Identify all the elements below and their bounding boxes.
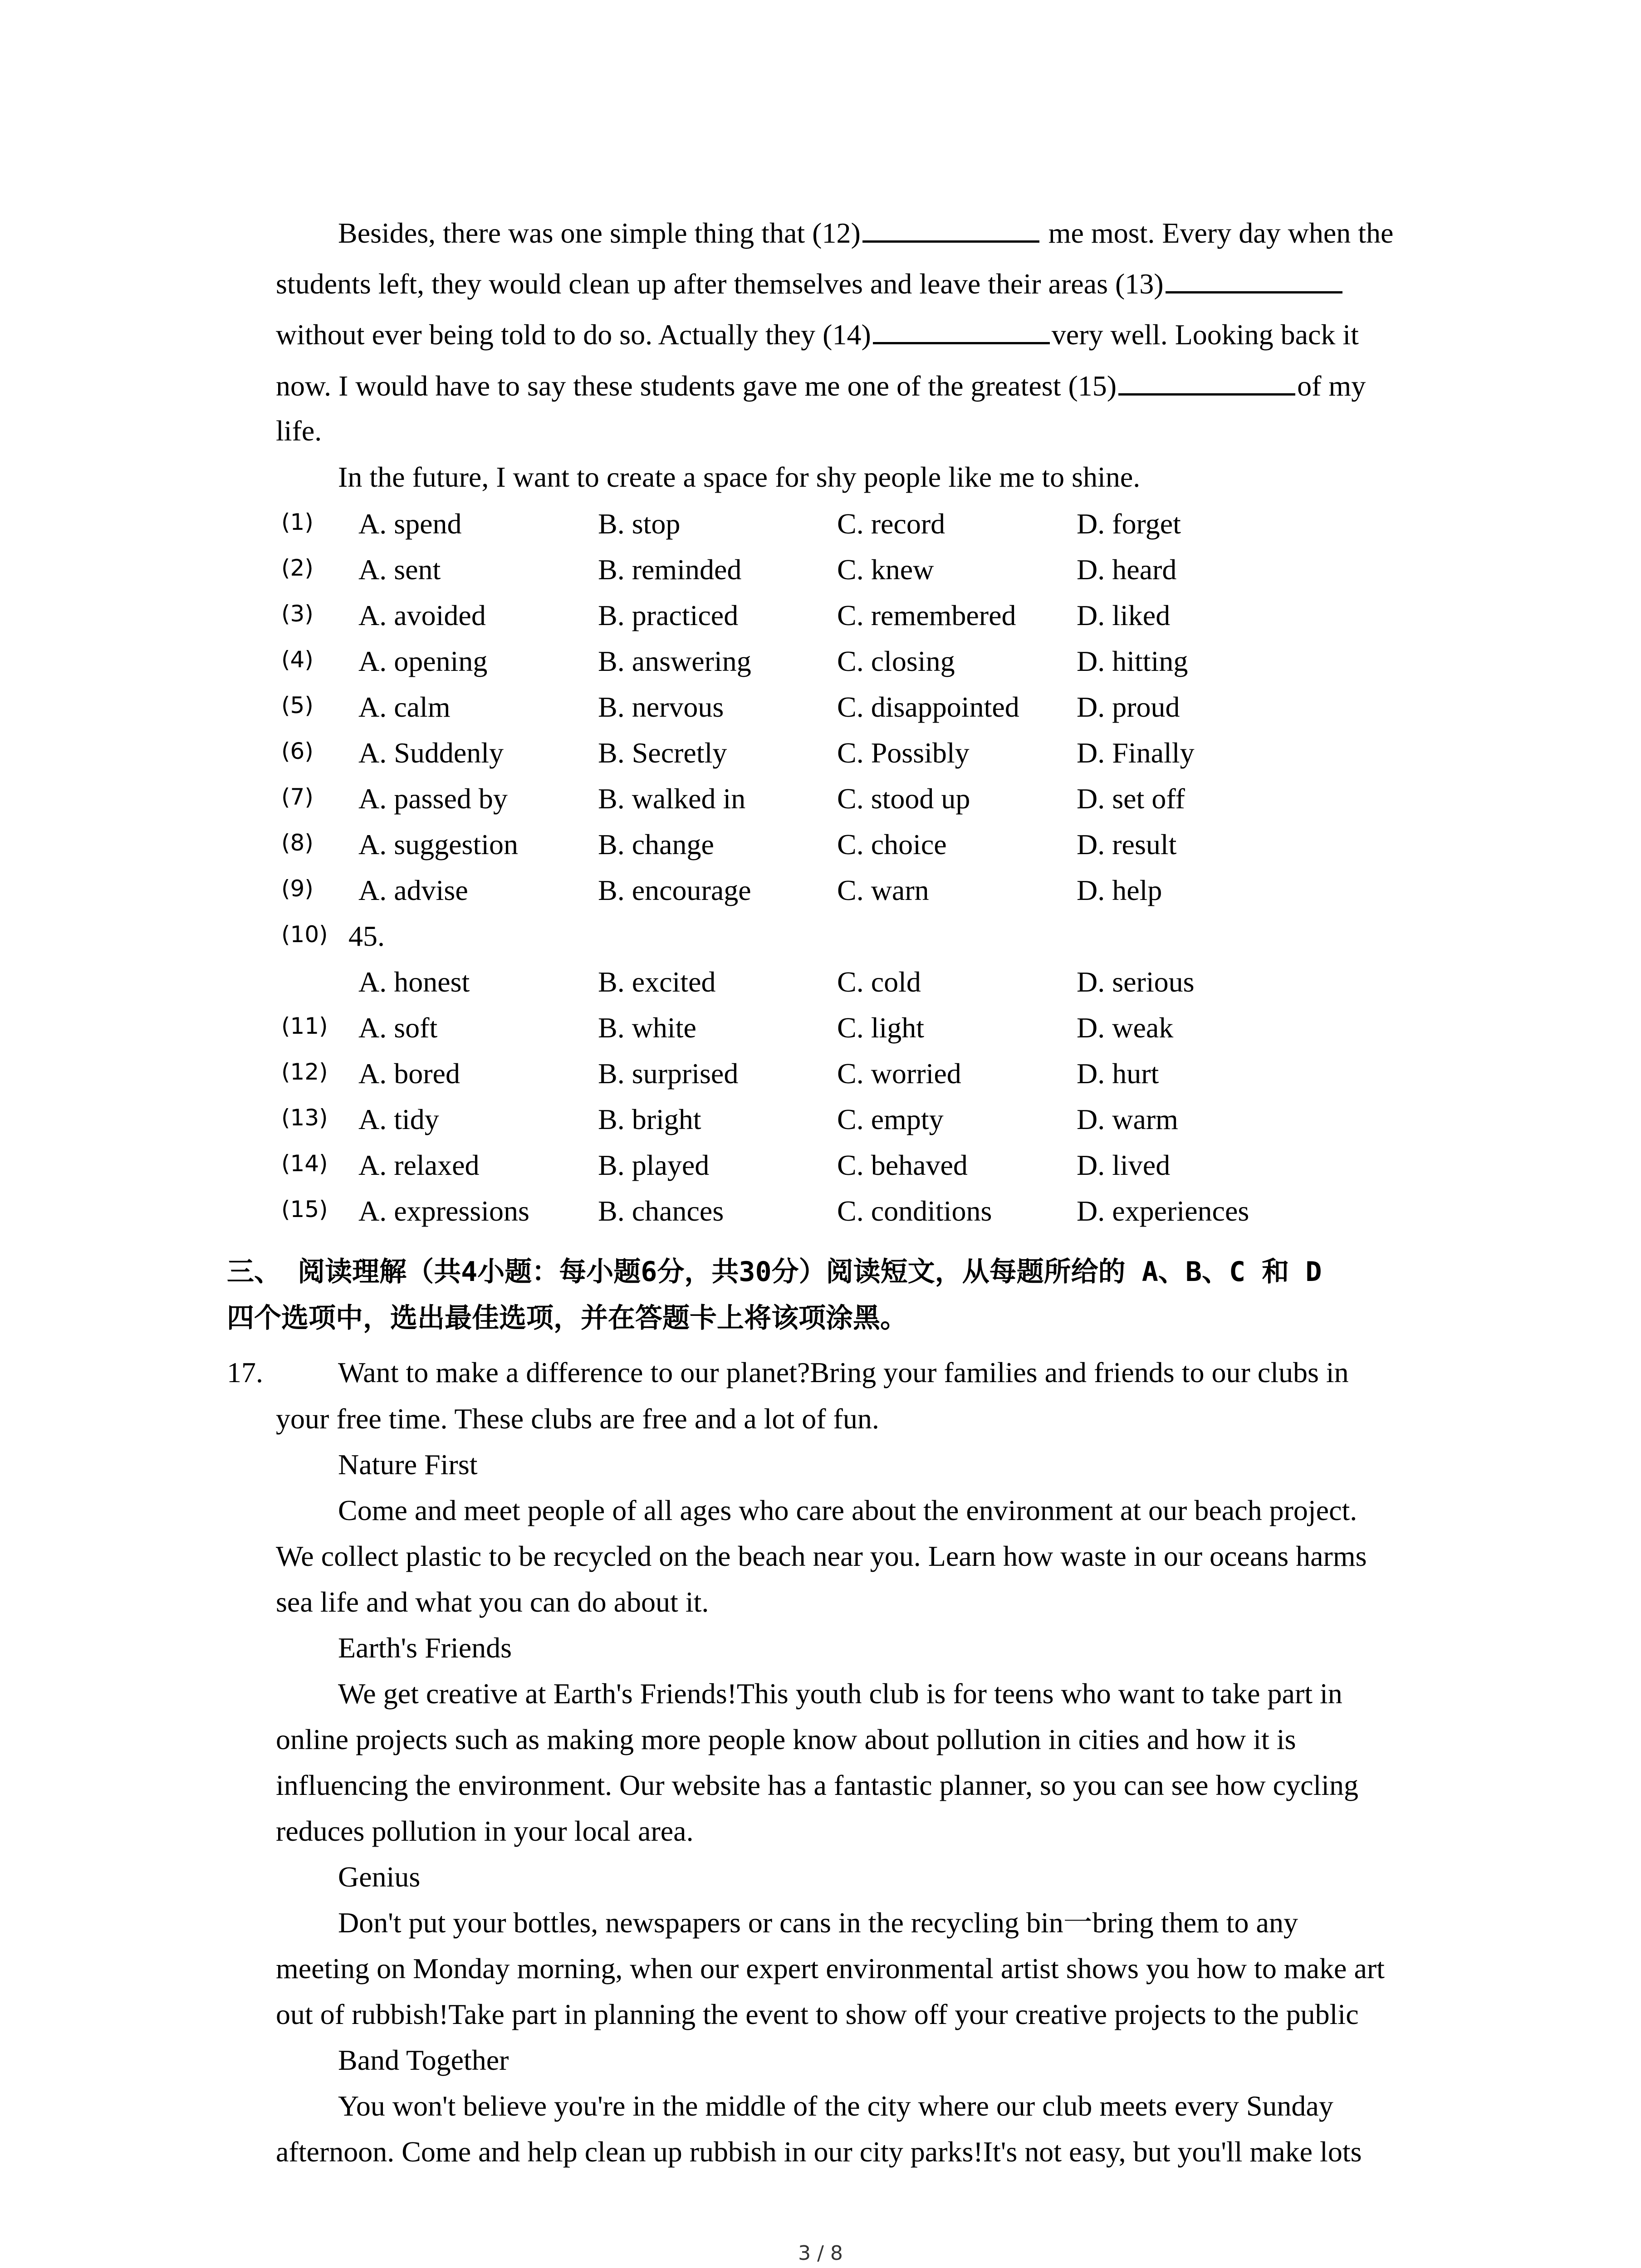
club4-line-1: You won't believe you're in the middle of the city where our club meets every Sunday xyxy=(338,2090,1333,2122)
option-b: B. walked in xyxy=(598,782,746,815)
club2-line-1: We get creative at Earth's Friends!This youth club is for teens who want to take part in xyxy=(338,1677,1342,1710)
question-number: (4) xyxy=(281,646,314,673)
passage-text: me most. Every day when the xyxy=(1041,217,1394,249)
option-c: C. closing xyxy=(837,645,955,677)
blank-14 xyxy=(873,318,1050,344)
option-a: A. advise xyxy=(358,874,468,906)
question-17-number: 17. xyxy=(227,1356,263,1388)
question-number: (10) xyxy=(281,921,328,948)
passage-line-4 xyxy=(276,370,1366,401)
q17-intro-line-2: your free time. These clubs are free and a lot of fun. xyxy=(276,1403,879,1435)
option-d: D. warm xyxy=(1077,1103,1178,1135)
question-number: (13) xyxy=(281,1105,328,1131)
option-c: C. remembered xyxy=(837,599,1016,631)
passage-line-5: life. xyxy=(276,415,322,447)
question-number: (2) xyxy=(281,555,314,581)
option-a: A. Suddenly xyxy=(358,737,504,769)
option-b: B. reminded xyxy=(598,553,742,586)
option-d: D. liked xyxy=(1077,599,1171,631)
club3-line-3: out of rubbish!Take part in planning the event to show off your creative projects to the public xyxy=(276,1998,1359,2030)
question-number: (9) xyxy=(281,875,314,902)
page-number: 3 / 8 xyxy=(798,2242,843,2265)
passage-text: now. I would have to say these students gave me one of the greatest (15) xyxy=(276,370,1117,402)
option-a: A. soft xyxy=(358,1012,438,1044)
passage-text: without ever being told to do so. Actually they (14) xyxy=(276,318,871,351)
option-d: D. hitting xyxy=(1077,645,1188,677)
option-a: A. suggestion xyxy=(358,828,518,860)
option-d: D. weak xyxy=(1077,1012,1174,1044)
option-b: B. bright xyxy=(598,1103,701,1135)
question-number: (8) xyxy=(281,830,314,856)
option-c: C. record xyxy=(837,508,945,540)
option-c: C. choice xyxy=(837,828,947,860)
question-number: (1) xyxy=(281,509,314,535)
option-a: A. avoided xyxy=(358,599,486,631)
option-a: A. relaxed xyxy=(358,1149,480,1181)
club2-line-4: reduces pollution in your local area. xyxy=(276,1815,694,1847)
option-d: D. hurt xyxy=(1077,1057,1159,1090)
option-b: B. nervous xyxy=(598,691,724,723)
club4-line-2: afternoon. Come and help clean up rubbish in our city parks!It's not easy, but you'll make lots xyxy=(276,2136,1362,2168)
club-title-genius: Genius xyxy=(338,1861,421,1893)
option-b: B. excited xyxy=(598,966,716,998)
question-number: (14) xyxy=(281,1150,328,1177)
club2-line-3: influencing the environment. Our website has a fantastic planner, so you can see how cycling xyxy=(276,1769,1359,1801)
question-number: (15) xyxy=(281,1196,328,1222)
option-b: B. surprised xyxy=(598,1057,739,1090)
option-b: B. stop xyxy=(598,508,681,540)
option-c: C. conditions xyxy=(837,1195,992,1227)
section-heading-line-1: 三、 阅读理解（共4小题：每小题6分，共30分）阅读短文，从每题所给的 A、B、C 和 D xyxy=(227,1256,1322,1288)
passage-text: very well. Looking back it xyxy=(1051,318,1359,351)
club3-line-2: meeting on Monday morning, when our expert environmental artist shows you how to make art xyxy=(276,1952,1385,1984)
q17-intro-line-1: Want to make a difference to our planet?Bring your families and friends to our clubs in xyxy=(338,1356,1349,1388)
question-number: (6) xyxy=(281,738,314,764)
option-c: C. Possibly xyxy=(837,737,970,769)
option-a: A. honest xyxy=(358,966,470,998)
question-number: (12) xyxy=(281,1059,328,1085)
club3-line-1: Don't put your bottles, newspapers or cans in the recycling bin一bring them to any xyxy=(338,1906,1298,1939)
passage-text: Besides, there was one simple thing that (12) xyxy=(338,217,861,249)
option-b: B. Secretly xyxy=(598,737,727,769)
option-b: B. encourage xyxy=(598,874,751,906)
option-a: A. opening xyxy=(358,645,488,677)
option-d: D. heard xyxy=(1077,553,1177,586)
option-a: A. spend xyxy=(358,508,462,540)
passage-line-6: In the future, I want to create a space for shy people like me to shine. xyxy=(338,461,1141,493)
passage-line-3 xyxy=(276,318,1359,349)
question-stem: 45. xyxy=(348,920,385,952)
option-b: B. answering xyxy=(598,645,751,677)
option-b: B. change xyxy=(598,828,714,860)
option-d: D. forget xyxy=(1077,508,1181,540)
option-a: A. expressions xyxy=(358,1195,529,1227)
option-b: B. played xyxy=(598,1149,710,1181)
question-number: (7) xyxy=(281,784,314,810)
club2-line-2: online projects such as making more people know about pollution in cities and how it is xyxy=(276,1723,1296,1755)
club-title-nature-first: Nature First xyxy=(338,1448,478,1481)
option-d: D. serious xyxy=(1077,966,1195,998)
option-d: D. experiences xyxy=(1077,1195,1249,1227)
option-d: D. set off xyxy=(1077,782,1185,815)
option-c: C. warn xyxy=(837,874,929,906)
option-b: B. white xyxy=(598,1012,696,1044)
club1-line-1: Come and meet people of all ages who care about the environment at our beach project. xyxy=(338,1494,1357,1526)
option-b: B. chances xyxy=(598,1195,724,1227)
option-a: A. tidy xyxy=(358,1103,439,1135)
option-c: C. light xyxy=(837,1012,925,1044)
option-a: A. calm xyxy=(358,691,451,723)
option-c: C. behaved xyxy=(837,1149,968,1181)
question-number: (3) xyxy=(281,601,314,627)
option-c: C. knew xyxy=(837,553,934,586)
option-a: A. bored xyxy=(358,1057,460,1090)
club-title-earths-friends: Earth's Friends xyxy=(338,1632,512,1664)
option-c: C. cold xyxy=(837,966,921,998)
blank-12 xyxy=(862,217,1039,243)
blank-13 xyxy=(1166,268,1342,293)
option-d: D. help xyxy=(1077,874,1162,906)
option-a: A. sent xyxy=(358,553,441,586)
passage-text: of my xyxy=(1297,370,1366,402)
blank-15 xyxy=(1118,370,1295,396)
club1-line-2: We collect plastic to be recycled on the beach near you. Learn how waste in our oceans harms xyxy=(276,1540,1367,1572)
section-heading-line-2: 四个选项中，选出最佳选项，并在答题卡上将该项涂黑。 xyxy=(227,1302,907,1334)
club1-line-3: sea life and what you can do about it. xyxy=(276,1586,709,1618)
option-c: C. worried xyxy=(837,1057,961,1090)
option-a: A. passed by xyxy=(358,782,508,815)
option-c: C. empty xyxy=(837,1103,944,1135)
question-number: (11) xyxy=(281,1013,328,1039)
club-title-band-together: Band Together xyxy=(338,2044,509,2076)
option-c: C. stood up xyxy=(837,782,970,815)
passage-line-2 xyxy=(276,268,1344,298)
option-c: C. disappointed xyxy=(837,691,1019,723)
option-d: D. proud xyxy=(1077,691,1180,723)
option-d: D. Finally xyxy=(1077,737,1195,769)
option-d: D. result xyxy=(1077,828,1177,860)
option-b: B. practiced xyxy=(598,599,739,631)
passage-text: students left, they would clean up after themselves and leave their areas (13) xyxy=(276,268,1164,300)
passage-line-1 xyxy=(338,217,1393,248)
option-d: D. lived xyxy=(1077,1149,1171,1181)
question-number: (5) xyxy=(281,692,314,719)
